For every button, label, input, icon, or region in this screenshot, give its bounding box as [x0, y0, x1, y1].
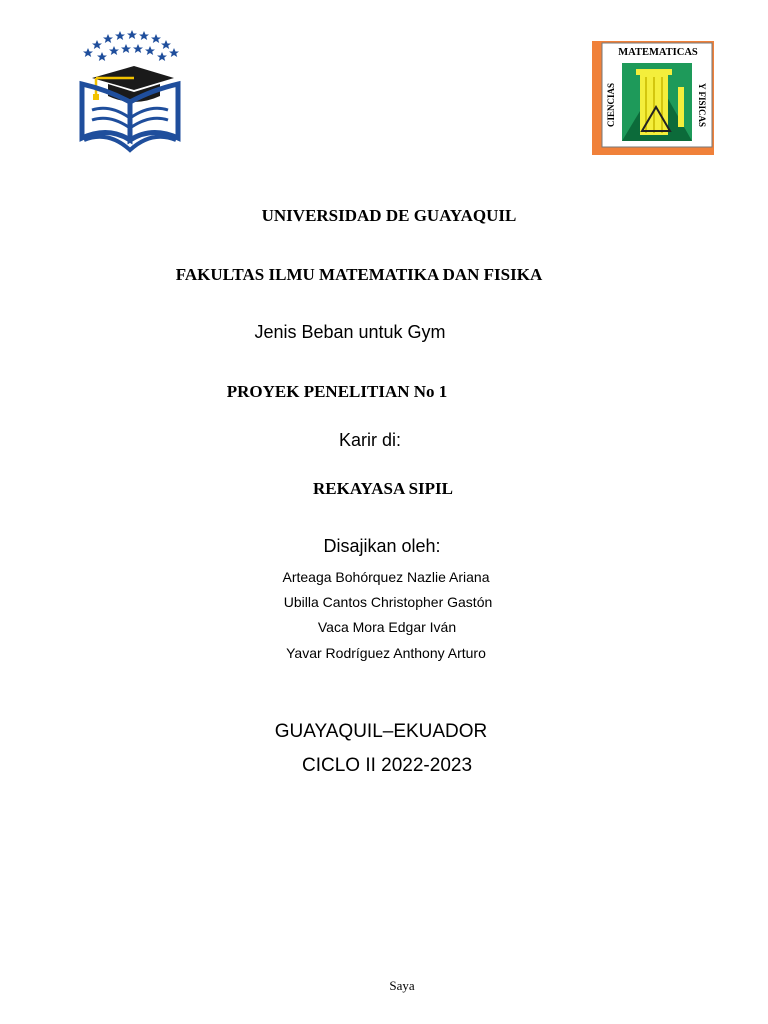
academic-cycle: CICLO II 2022-2023 — [301, 755, 473, 776]
career-label: Karir di: — [338, 430, 402, 450]
seal-top-text: MATEMATICAS — [618, 47, 698, 58]
seal-left-text: CIENCIAS — [606, 82, 616, 128]
city-country: GUAYAQUIL–EKUADOR — [274, 721, 488, 742]
author-name: Yavar Rodríguez Anthony Arturo — [286, 645, 486, 661]
seal-right-text: Y FISICAS — [697, 83, 707, 127]
university-logo — [78, 26, 182, 158]
university-name: UNIVERSIDAD DE GUAYAQUIL — [261, 206, 517, 225]
author-name: Arteaga Bohórquez Nazlie Ariana — [282, 569, 490, 585]
author-name: Ubilla Cantos Christopher Gastón — [283, 594, 493, 610]
faculty-seal — [592, 41, 714, 155]
page-footer-label: Saya — [389, 978, 415, 993]
author-name: Vaca Mora Edgar Iván — [317, 619, 457, 635]
career-name: REKAYASA SIPIL — [312, 479, 454, 498]
project-label: PROYEK PENELITIAN No 1 — [226, 382, 448, 401]
presented-by-label: Disajikan oleh: — [323, 536, 441, 556]
document-title: Jenis Beban untuk Gym — [254, 322, 446, 342]
faculty-name: FAKULTAS ILMU MATEMATIKA DAN FISIKA — [175, 265, 543, 284]
